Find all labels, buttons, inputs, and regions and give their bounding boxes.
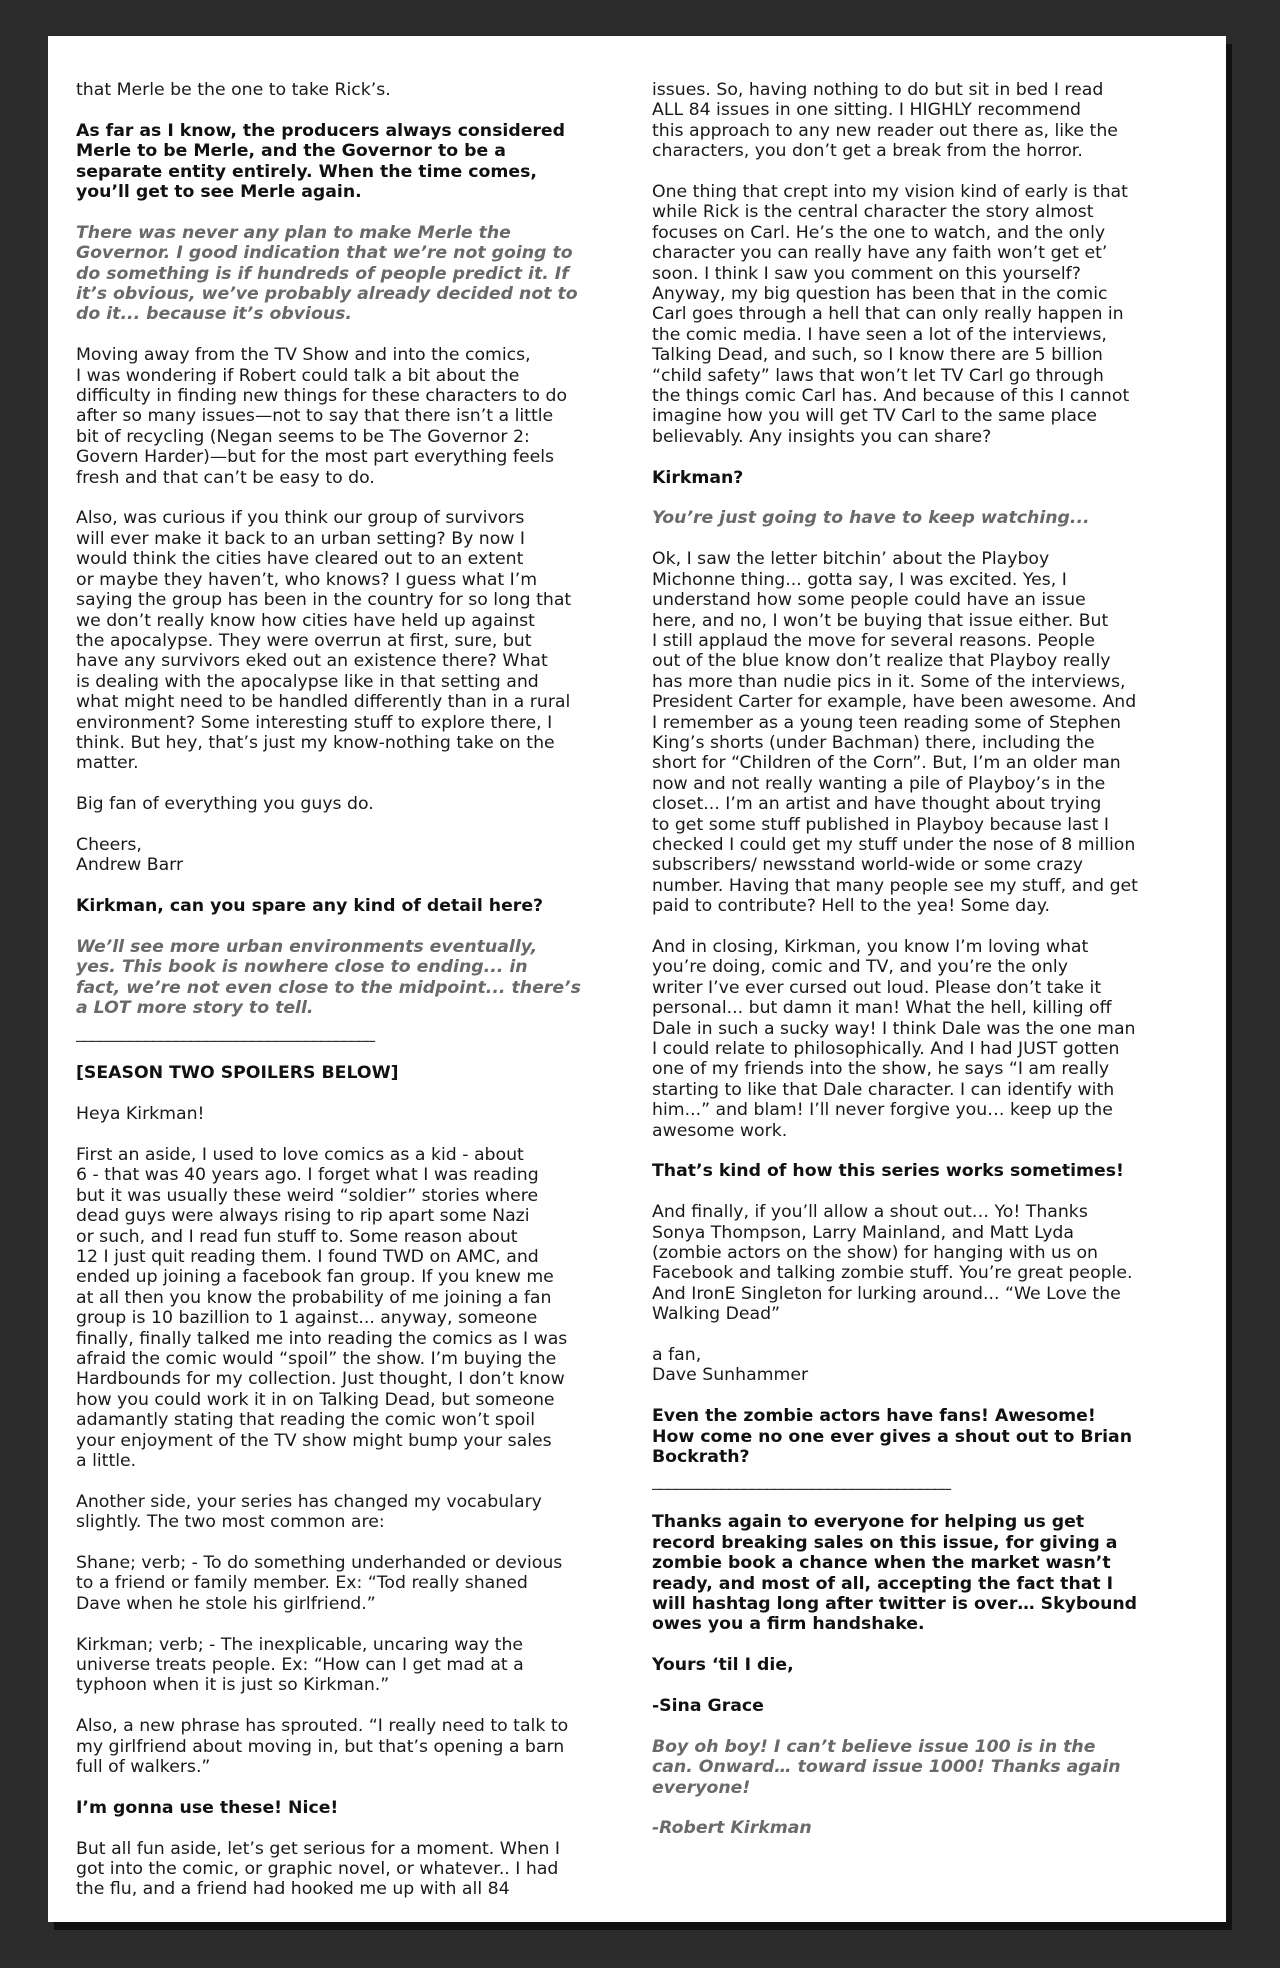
editor-question: Kirkman, can you spare any kind of detail here?: [76, 896, 544, 917]
letters-page: [48, 36, 1226, 1922]
editor-question: -Sina Grace: [652, 1695, 764, 1716]
letter-paragraph: And finally, if you’ll allow a shout out… Yo! Thanks Sonya Thompson, Larry Mainland, and Matt Lyda (zombie actors on the show) for hanging with us on Facebook and talking zombie stuff. You’re great people. And IronE Singleton for lurking around... “We Love the Walking Dead”: [652, 1202, 1133, 1325]
section-divider: _______________________________________: [652, 1471, 950, 1492]
letter-paragraph: that Merle be the one to take Rick’s.: [76, 80, 391, 100]
letter-paragraph: Another side, your series has changed my vocabulary slightly. The two most common are:: [76, 1491, 542, 1533]
letter-paragraph: Moving away from the TV Show and into the comics, I was wondering if Robert could talk a bit about the difficulty in finding new things for these characters to do after so many issues—not to say that there isn’t a little bit of recycling (Negan seems to be The Governor 2: Govern Harder)—but for the most part everything feels fresh and that can’t be easy to do.: [76, 345, 568, 488]
editor-response: Boy oh boy! I can’t believe issue 100 is in the can. Onward… toward issue 1000! Thanks again everyone!: [652, 1736, 1121, 1798]
editor-question: Thanks again to everyone for helping us get record breaking sales on this issue, for giving a zombie book a chance when the market wasn’t ready, and most of all, accepting the fact that I will hashtag long after twitter is over… Skybound owes you a firm handshake.: [652, 1512, 1138, 1635]
letter-paragraph: First an aside, I used to love comics as a kid - about 6 - that was 40 years ago. I forget what I was reading but it was usually these weird “soldier” stories where dead guys were always rising to rip apart some Nazi or such, and I read fun stuff to. Some reason about 12 I just quit reading them. I found TWD on AMC, and ended up joining a facebook fan group. If you knew me at all then you know the probability of me joining a fan group is 10 bazillion to 1 against... anyway, someone finally, finally talked me into reading the comics as I was afraid the comic would “spoil” the show. I’m buying the Hardbounds for my collection. Just thought, I don’t know how you could work it in on Talking Dead, but someone adamantly stating that reading the comic won’t spoil your enjoyment of the TV show might bump your sales a little.: [76, 1144, 568, 1472]
letter-paragraph: Ok, I saw the letter bitchin’ about the Playboy Michonne thing... gotta say, I was excited. Yes, I understand how some people could have an issue here, and no, I won’t be buying that issue either. But I still applaud the move for several reasons. People out of the blue know don’t realize that Playboy really has more than nudie pics in it. Some of the interviews, President Carter for example, have been awesome. And I remember as a young teen reading some of Stephen King’s shorts (under Bachman) there, including the short for “Children of the Corn”. But, I’m an older man now and not really wanting a pile of Playboy’s in the closet... I’m an artist and have thought about trying to get some stuff published in Playboy because last I checked I could get my stuff under the nose of 8 million subscribers/ newsstand world-wide or some crazy number. Having that many people see my stuff, and get paid to contribute? Hell to the yea! Some day.: [652, 549, 1138, 917]
editor-question: As far as I know, the producers always considered Merle to be Merle, and the Governor to be a separate entity entirely. When the time comes, you’ll get to see Merle again.: [76, 120, 566, 203]
editor-question: Kirkman?: [652, 467, 744, 488]
letter-paragraph: a fan, Dave Sunhammer: [652, 1345, 809, 1386]
editor-response: -Robert Kirkman: [652, 1818, 812, 1839]
letter-paragraph: And in closing, Kirkman, you know I’m loving what you’re doing, comic and TV, and you’re the only writer I’ve ever cursed out loud. Please don’t take it personal... but damn it man! What the hell, killing off Dale in such a sucky way! I think Dale was the one man I could relate to philosophically. And I had JUST gotten one of my friends into the show, he says “I am really starting to like that Dale character. I can identify with him...” and blam! I’ll never forgive you… keep up the awesome work.: [652, 936, 1136, 1141]
letter-paragraph: One thing that crept into my vision kind of early is that while Rick is the central character the story almost focuses on Carl. He’s the one to watch, and the only character you can really have any faith won’t get et’ soon. I think I saw you comment on this yourself? Anyway, my big question has been that in the comic Carl goes through a hell that can only really happen in the comic media. I have seen a lot of the interviews, Talking Dead, and such, so I know there are 5 billion “child safety” laws that won’t let TV Carl go through the things comic Carl has. And because of this I cannot imagine how you will get TV Carl to the same place believably. Any insights you can share?: [652, 182, 1130, 447]
letter-paragraph: But all fun aside, let’s get serious for a moment. When I got into the comic, or graphic novel, or whatever.. I had the flu, and a friend had hooked me up with all 84: [76, 1838, 561, 1900]
letter-paragraph: Kirkman; verb; - The inexplicable, uncaring way the universe treats people. Ex: “How can I get mad at a typhoon when it is just so Kirkman.”: [76, 1634, 524, 1696]
editor-question: [SEASON TWO SPOILERS BELOW]: [76, 1063, 399, 1084]
letter-paragraph: issues. So, having nothing to do but sit in bed I read ALL 84 issues in one sitting. I HIGHLY recommend this approach to any new reader out there as, like the characters, you don’t get a break from the horror.: [652, 80, 1118, 162]
editor-response: We’ll see more urban environments eventually, yes. This book is nowhere close to ending... in fact, we’re not even close to the midpoint... there’s a LOT more story to tell.: [76, 936, 581, 1019]
editor-question: I’m gonna use these! Nice!: [76, 1797, 339, 1818]
letter-paragraph: Heya Kirkman!: [76, 1104, 205, 1125]
editor-question: Even the zombie actors have fans! Awesome! How come no one ever gives a shout out to Brian Bockrath?: [652, 1406, 1133, 1468]
editor-question: That’s kind of how this series works sometimes!: [652, 1161, 1124, 1182]
letter-paragraph: Cheers, Andrew Barr: [76, 834, 184, 876]
section-divider: _______________________________________: [76, 1022, 374, 1043]
editor-response: You’re just going to have to keep watching...: [652, 508, 1090, 529]
editor-response: There was never any plan to make Merle the Governor. I good indication that we’re not going to do something is if hundreds of people predict it. If it’s obvious, we’ve probably already decided not to do it... because it’s obvious.: [76, 222, 578, 325]
editor-question: Yours ‘til I die,: [652, 1655, 794, 1676]
letter-paragraph: Also, a new phrase has sprouted. “I really need to talk to my girlfriend about moving in, but that’s opening a barn full of walkers.”: [76, 1716, 569, 1778]
right-column: [652, 80, 1198, 1920]
letter-paragraph: Also, was curious if you think our group of survivors will ever make it back to an urban setting? By now I would think the cities have cleared out to an extent or maybe they haven’t, who knows? I guess what I’m saying the group has been in the country for so long that we don’t really know how cities have held up against the apocalypse. They were overrun at first, sure, but have any survivors eked out an existence there? What is dealing with the apocalypse like in that setting and what might need to be handled differently than in a rural environment? Some interesting stuff to explore there, I think. But hey, that’s just my know-nothing take on the matter.: [76, 508, 572, 774]
letter-paragraph: Big fan of everything you guys do.: [76, 794, 374, 815]
left-column: [76, 80, 622, 1920]
letter-paragraph: Shane; verb; - To do something underhanded or devious to a friend or family member. Ex: “Tod really shaned Dave when he stole his girlfriend.”: [76, 1553, 563, 1614]
